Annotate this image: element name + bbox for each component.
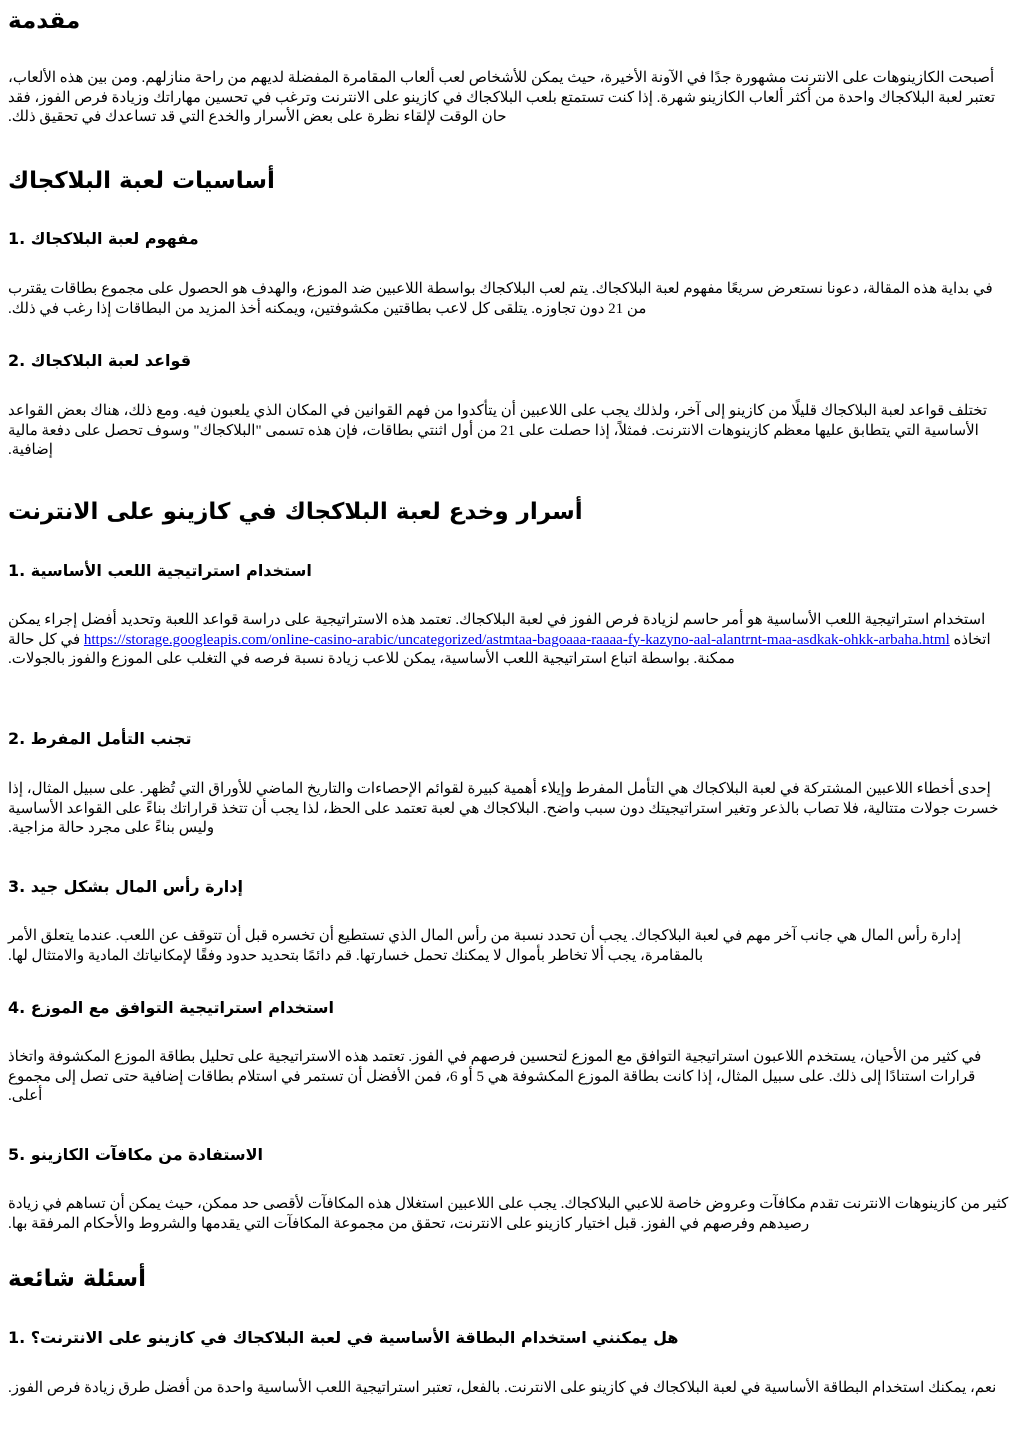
article-link[interactable]: https://storage.googleapis.com/online-casino-arabic/uncategorized/astmtaa-bagoaaa-raaaa-fy-kazyno-aal-alantrnt-maa-asdkak-ohkk-arbaha.html bbox=[83, 631, 950, 648]
bonuses-subheading: الاستفادة من مكافآت الكازينو .5 bbox=[8, 1145, 264, 1164]
rules-subheading: قواعد لعبة البلاكجاك .2 bbox=[8, 351, 192, 370]
strategy-text-before: استخدام استراتيجية اللعب الأساسية هو أمر حاسم لزيادة فرص الفوز في لعبة البلاكجاك. تعتمد هذه الاستراتيجية على دراسة قواعد اللعبة وتحديد أفضل إجراء يمكن اتخاذه bbox=[8, 612, 991, 648]
intro-paragraph: أصبحت الكازينوهات على الانترنت مشهورة جدًا في الآونة الأخيرة، حيث يمكن للأشخاص لعب ألعاب المقامرة المفضلة لديهم من راحة منازلهم. ومن بين هذه الألعاب، تعتبر لعبة البلاكجاك واحدة من أكثر ألعاب الكازينو شهرة. إذا كنت تستمتع بلعب البلاكجاك في كازينو على الانترنت وترغب في تحسين مهاراتك وزيادة فرص الفوز، فقد حان الوقت لإلقاء نظرة على بعض الأسرار والخدع التي قد تساعدك في تحقيق ذلك. bbox=[8, 70, 996, 125]
strategy-subheading: استخدام استراتيجية اللعب الأساسية .1 bbox=[8, 561, 312, 580]
concept-paragraph: في بداية هذه المقالة، دعونا نستعرض سريعًا مفهوم لعبة البلاكجاك. يتم لعب البلاكجاك بواسطة اللاعبين ضد الموزع، والهدف هو الحصول على مجموع بطاقات يقترب من 21 دون تجاوزه. يتلقى كل لاعب بطاقتين مكشوفتين، ويمكنه أخذ المزيد من البطاقات إذا رغب في ذلك. bbox=[8, 281, 993, 317]
secrets-heading: أسرار وخدع لعبة البلاكجاك في كازينو على الانترنت bbox=[8, 499, 583, 525]
bankroll-paragraph: إدارة رأس المال هي جانب آخر مهم في لعبة البلاكجاك. يجب أن تحدد نسبة من رأس المال الذي تستطيع أن تخسره قبل أن تتوقف عن اللعب. عندما يتعلق الأمر بالمقامرة، يجب ألا تخاطر بأموال لا يمكنك تحمل خسارتها. قم دائمًا بتحديد حدود وفقًا لإمكانياتك المادية والامتثال لها. bbox=[8, 928, 962, 964]
faq-question-1: هل يمكنني استخدام البطاقة الأساسية في لعبة البلاكجاك في كازينو على الانترنت؟ .1 bbox=[8, 1328, 679, 1347]
concept-subheading: مفهوم لعبة البلاكجاك .1 bbox=[8, 229, 199, 248]
faq-answer-1: نعم، يمكنك استخدام البطاقة الأساسية في لعبة البلاكجاك في كازينو على الانترنت. بالفعل، تعتبر استراتيجية اللعب الأساسية واحدة من أفضل طرق زيادة فرص الفوز. bbox=[8, 1380, 997, 1396]
dealer-paragraph: في كثير من الأحيان، يستخدم اللاعبون استراتيجية التوافق مع الموزع لتحسين فرصهم في الفوز. تعتمد هذه الاستراتيجية على تحليل بطاقة الموزع المكشوفة واتخاذ قرارات استنادًا إلى ذلك. على سبيل المثال، إذا كانت بطاقة الموزع المكشوفة هي 5 أو 6، فمن الأفضل أن تستمر في استلام بطاقات إضافية حتى تصل إلى مجموع أعلى. bbox=[8, 1049, 982, 1104]
intro-heading: مقدمة bbox=[8, 8, 81, 34]
bonuses-paragraph: كثير من كازينوهات الانترنت تقدم مكافآت وعروض خاصة للاعبي البلاكجاك. يجب على اللاعبين استغلال هذه المكافآت لأقصى حد ممكن، حيث يمكن أن تساهم في زيادة رصيدهم وفرصهم في الفوز. قبل اختيار كازينو على الانترنت، تحقق من مجموعة المكافآت التي يقدمها والشروط والأحكام المرفقة بها. bbox=[8, 1196, 1009, 1232]
rules-paragraph: تختلف قواعد لعبة البلاكجاك قليلًا من كازينو إلى آخر، ولذلك يجب على اللاعبين أن يتأكدوا من فهم القوانين في المكان الذي يلعبون فيه. ومع ذلك، هناك بعض القواعد الأساسية التي يتطابق عليها معظم كازينوهات الانترنت. فمثلاً، إذا حصلت على 21 من أول اثنتي بطاقات، فإن هذه تسمى "البلاكجاك" وسوف تحصل على دفعة مالية إضافية. bbox=[8, 403, 988, 458]
overthinking-subheading: تجنب التأمل المفرط .2 bbox=[8, 729, 192, 748]
dealer-subheading: استخدام استراتيجية التوافق مع الموزع .4 bbox=[8, 998, 334, 1017]
bankroll-subheading: إدارة رأس المال بشكل جيد .3 bbox=[8, 877, 243, 896]
faq-heading: أسئلة شائعة bbox=[8, 1266, 147, 1292]
strategy-text-after: في كل حالة ممكنة. بواسطة اتباع استراتيجية اللعب الأساسية، يمكن للاعب زيادة نسبة فرصه في التغلب على الموزع والفوز بالجولات. bbox=[8, 631, 735, 667]
basics-heading: أساسيات لعبة البلاكجاك bbox=[8, 168, 275, 194]
overthinking-paragraph: إحدى أخطاء اللاعبين المشتركة في لعبة البلاكجاك هي التأمل المفرط وإيلاء أهمية كبيرة لقوائم الإحصاءات والتاريخ الماضي للأوراق التي تُظهر. على سبيل المثال، إذا خسرت جولات متتالية، فلا تصاب بالذعر وتغير استراتيجيتك دون سبب واضح. البلاكجاك هي لعبة تعتمد على الحظ، لذا يجب أن تتخذ قراراتك بناءً على القواعد الأساسية وليس بناءً على مجرد حالة مزاجية. bbox=[8, 781, 999, 836]
strategy-paragraph bbox=[8, 611, 1012, 670]
